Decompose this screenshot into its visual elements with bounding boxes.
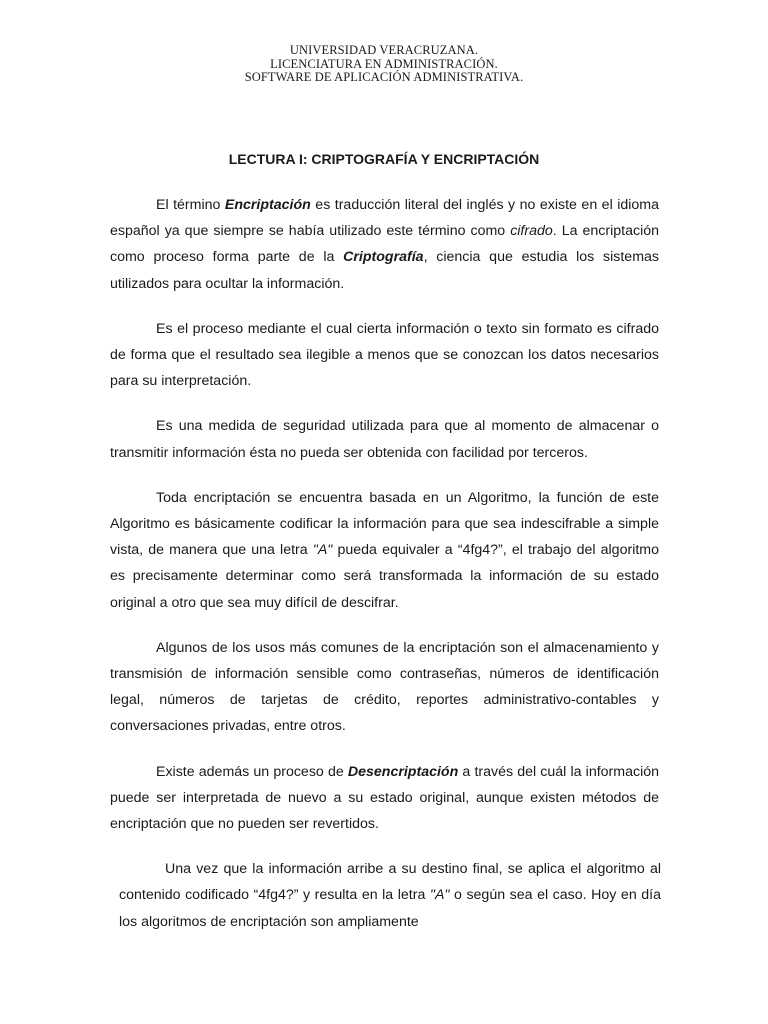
paragraph-3	[110, 413, 659, 465]
paragraph-text: El término	[156, 197, 225, 213]
paragraph-text: Algunos de los usos más comunes de la encriptación son el almacenamiento y transmisión de información sensible como contraseñas, números de identificación legal, números de tarjetas de crédito, reportes administrativo-contables y conversaciones privadas, entre otros.	[110, 639, 659, 735]
document-header	[0, 44, 768, 85]
paragraph-6	[110, 759, 659, 838]
letter-a-example: "A"	[312, 542, 333, 559]
paragraph-text: . La encriptación como proceso forma parte de la	[110, 223, 660, 266]
paragraph-text: o según sea el caso. Hoy en día los algoritmos de encriptación son ampliamente	[119, 887, 661, 930]
paragraph-text: es traducción literal del inglés y no existe en el idioma español ya que siempre se había utilizado este término como	[110, 197, 659, 240]
paragraph-text: , ciencia que estudia los sistemas utilizados para ocultar la información.	[110, 249, 659, 292]
paragraph-text: Una vez que la información arribe a su destino final, se aplica el algoritmo al contenido codificado “4fg4?” y resulta en la letra	[119, 861, 661, 904]
term-cifrado: cifrado	[510, 223, 553, 240]
term-criptografia: Criptografía	[343, 249, 424, 266]
header-course: SOFTWARE DE APLICACIÓN ADMINISTRATIVA.	[244, 70, 524, 84]
paragraph-text: Existe además un proceso de	[156, 763, 348, 780]
paragraph-5	[110, 635, 659, 740]
term-encriptacion: Encriptación	[224, 197, 311, 213]
paragraph-4	[110, 485, 659, 616]
paragraph-2	[110, 316, 659, 395]
paragraph-text: Es el proceso mediante el cual cierta información o texto sin formato es cifrado de forma que el resultado sea ilegible a menos que se conozcan los datos necesarios para su interpretación.	[110, 320, 659, 390]
paragraph-1	[110, 192, 659, 297]
document-body	[110, 192, 659, 954]
paragraph-text: Toda encriptación se encuentra basada en un Algoritmo, la función de este Algoritmo es básicamente codificar la información para que sea indescifrable a simple vista, de manera que una letra	[110, 489, 659, 559]
header-university: UNIVERSIDAD VERACRUZANA.	[289, 43, 479, 57]
header-degree: LICENCIATURA EN ADMINISTRACIÓN.	[270, 56, 498, 71]
paragraph-7	[119, 856, 661, 935]
letter-a-example: "A"	[429, 887, 450, 904]
paragraph-text: pueda equivaler a “4fg4?”, el trabajo del algoritmo es precisamente determinar como será transformada la información de su estado original a otro que sea muy difícil de descifrar.	[110, 542, 659, 611]
term-desencriptacion: Desencriptación	[347, 763, 459, 780]
document-title: LECTURA I: CRIPTOGRAFÍA Y ENCRIPTACIÓN	[228, 151, 540, 167]
paragraph-text: a través del cuál la información puede ser interpretada de nuevo a su estado original, aunque existen métodos de encriptación que no pueden ser revertidos.	[110, 763, 659, 833]
paragraph-text: Es una medida de seguridad utilizada para que al momento de almacenar o transmitir información ésta no pueda ser obtenida con facilidad por terceros.	[110, 418, 659, 461]
